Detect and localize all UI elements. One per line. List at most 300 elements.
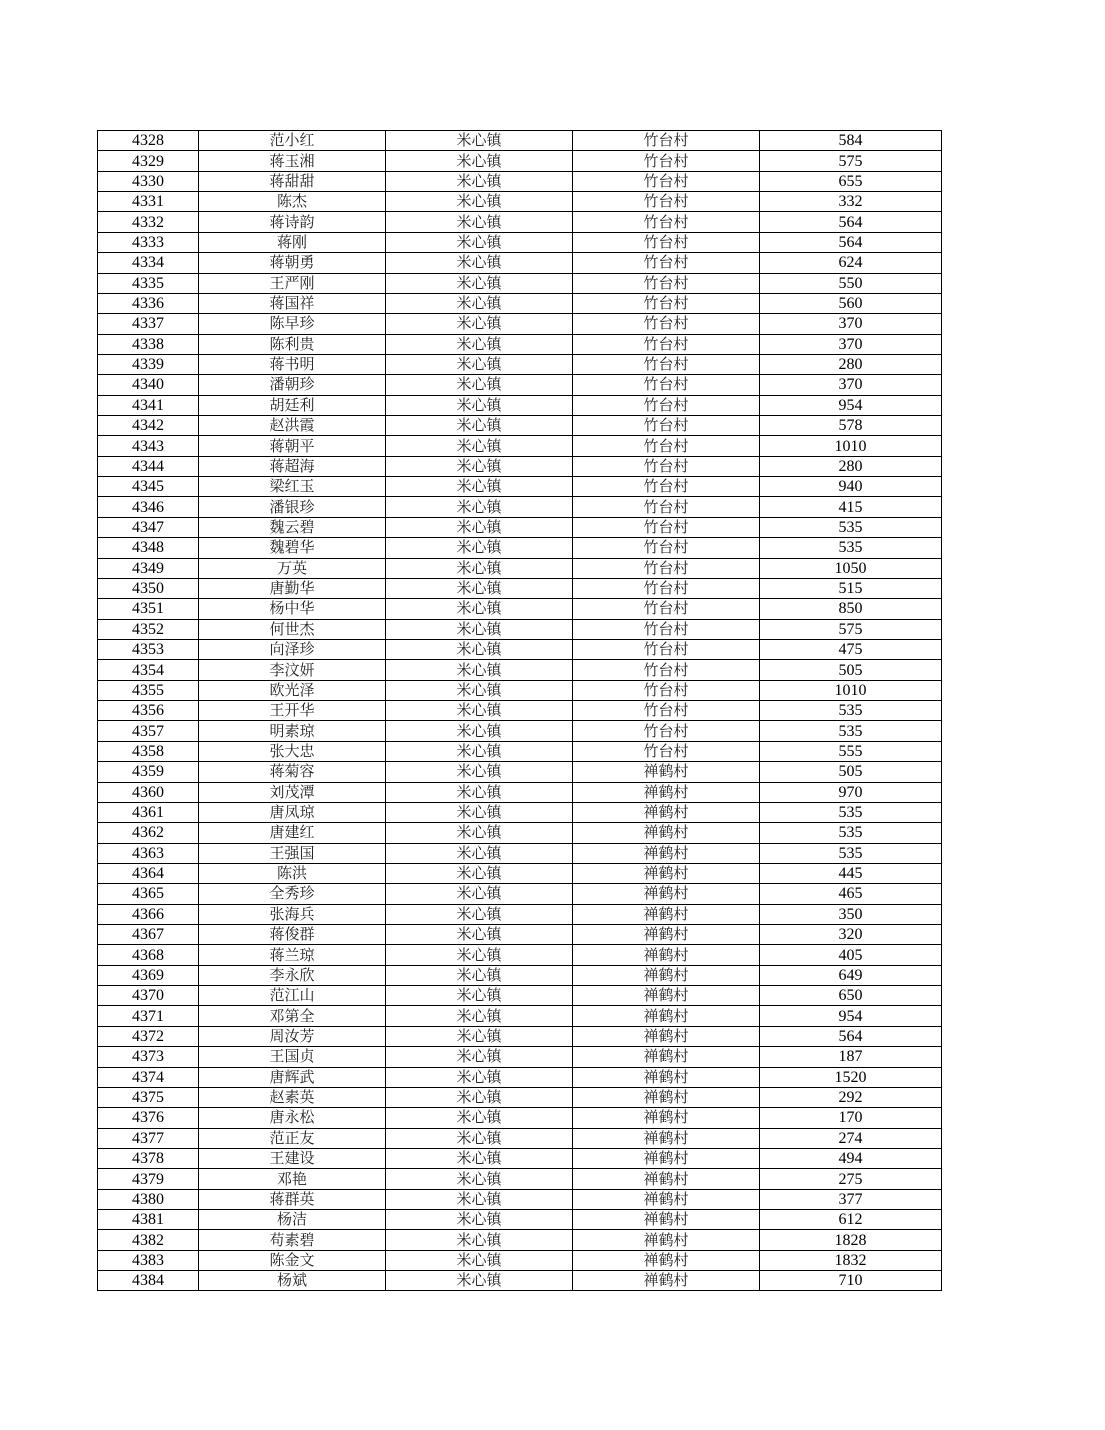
table-row: [98, 619, 942, 639]
amount-cell: 292: [760, 1087, 942, 1107]
amount-cell: 555: [760, 741, 942, 761]
village-cell: 禅鹤村: [573, 884, 760, 904]
village-cell: 禅鹤村: [573, 1250, 760, 1270]
name-cell: 唐永松: [199, 1108, 386, 1128]
amount-cell: 320: [760, 925, 942, 945]
table-row: [98, 436, 942, 456]
town-cell: 米心镇: [386, 171, 573, 191]
table-row: [98, 823, 942, 843]
row-number-cell: 4349: [98, 558, 199, 578]
amount-cell: 1010: [760, 680, 942, 700]
village-cell: 禅鹤村: [573, 863, 760, 883]
row-number-cell: 4339: [98, 354, 199, 374]
village-cell: 竹台村: [573, 680, 760, 700]
row-number-cell: 4376: [98, 1108, 199, 1128]
village-cell: 禅鹤村: [573, 1006, 760, 1026]
village-cell: 禅鹤村: [573, 1169, 760, 1189]
name-cell: 李永欣: [199, 965, 386, 985]
name-cell: 杨洁: [199, 1210, 386, 1230]
town-cell: 米心镇: [386, 314, 573, 334]
town-cell: 米心镇: [386, 1047, 573, 1067]
row-number-cell: 4368: [98, 945, 199, 965]
row-number-cell: 4359: [98, 762, 199, 782]
row-number-cell: 4364: [98, 863, 199, 883]
amount-cell: 564: [760, 212, 942, 232]
town-cell: 米心镇: [386, 925, 573, 945]
row-number-cell: 4375: [98, 1087, 199, 1107]
town-cell: 米心镇: [386, 1108, 573, 1128]
town-cell: 米心镇: [386, 558, 573, 578]
village-cell: 竹台村: [573, 517, 760, 537]
table-row: [98, 1047, 942, 1067]
name-cell: 蒋俊群: [199, 925, 386, 945]
name-cell: 陈金文: [199, 1250, 386, 1270]
town-cell: 米心镇: [386, 863, 573, 883]
name-cell: 陈利贵: [199, 334, 386, 354]
table-row: [98, 782, 942, 802]
table-row: [98, 925, 942, 945]
amount-cell: 612: [760, 1210, 942, 1230]
name-cell: 向泽珍: [199, 639, 386, 659]
town-cell: 米心镇: [386, 538, 573, 558]
table-row: [98, 293, 942, 313]
amount-cell: 584: [760, 131, 942, 151]
amount-cell: 940: [760, 477, 942, 497]
town-cell: 米心镇: [386, 599, 573, 619]
amount-cell: 535: [760, 802, 942, 822]
town-cell: 米心镇: [386, 253, 573, 273]
village-cell: 竹台村: [573, 314, 760, 334]
town-cell: 米心镇: [386, 456, 573, 476]
name-cell: 蒋菊容: [199, 762, 386, 782]
name-cell: 欧光泽: [199, 680, 386, 700]
name-cell: 蒋兰琼: [199, 945, 386, 965]
table-row: [98, 639, 942, 659]
row-number-cell: 4374: [98, 1067, 199, 1087]
village-cell: 竹台村: [573, 558, 760, 578]
table-row: [98, 538, 942, 558]
amount-cell: 649: [760, 965, 942, 985]
village-cell: 竹台村: [573, 701, 760, 721]
table-row: [98, 701, 942, 721]
table-row: [98, 232, 942, 252]
town-cell: 米心镇: [386, 1169, 573, 1189]
village-cell: 禅鹤村: [573, 1128, 760, 1148]
village-cell: 禅鹤村: [573, 965, 760, 985]
town-cell: 米心镇: [386, 131, 573, 151]
village-cell: 禅鹤村: [573, 1047, 760, 1067]
village-cell: 竹台村: [573, 619, 760, 639]
table-row: [98, 904, 942, 924]
table-row: [98, 986, 942, 1006]
village-cell: 竹台村: [573, 171, 760, 191]
town-cell: 米心镇: [386, 741, 573, 761]
name-cell: 唐建红: [199, 823, 386, 843]
village-cell: 禅鹤村: [573, 1067, 760, 1087]
row-number-cell: 4370: [98, 986, 199, 1006]
row-number-cell: 4341: [98, 395, 199, 415]
table-row: [98, 212, 942, 232]
town-cell: 米心镇: [386, 802, 573, 822]
village-cell: 禅鹤村: [573, 762, 760, 782]
table-row: [98, 1006, 942, 1026]
row-number-cell: 4361: [98, 802, 199, 822]
table-row: [98, 517, 942, 537]
table-row: [98, 741, 942, 761]
amount-cell: 710: [760, 1271, 942, 1291]
village-cell: 禅鹤村: [573, 1108, 760, 1128]
amount-cell: 850: [760, 599, 942, 619]
town-cell: 米心镇: [386, 965, 573, 985]
village-cell: 禅鹤村: [573, 823, 760, 843]
row-number-cell: 4382: [98, 1230, 199, 1250]
table-row: [98, 1067, 942, 1087]
amount-cell: 564: [760, 1026, 942, 1046]
table-row: [98, 843, 942, 863]
table-body: [98, 131, 942, 1291]
amount-cell: 575: [760, 151, 942, 171]
name-cell: 何世杰: [199, 619, 386, 639]
town-cell: 米心镇: [386, 232, 573, 252]
name-cell: 王强国: [199, 843, 386, 863]
village-cell: 禅鹤村: [573, 986, 760, 1006]
row-number-cell: 4357: [98, 721, 199, 741]
amount-cell: 1050: [760, 558, 942, 578]
table-row: [98, 354, 942, 374]
town-cell: 米心镇: [386, 1148, 573, 1168]
name-cell: 陈洪: [199, 863, 386, 883]
table-row: [98, 1210, 942, 1230]
town-cell: 米心镇: [386, 701, 573, 721]
name-cell: 邓第全: [199, 1006, 386, 1026]
amount-cell: 650: [760, 986, 942, 1006]
amount-cell: 505: [760, 762, 942, 782]
table-row: [98, 334, 942, 354]
name-cell: 胡廷利: [199, 395, 386, 415]
row-number-cell: 4383: [98, 1250, 199, 1270]
amount-cell: 560: [760, 293, 942, 313]
table-row: [98, 192, 942, 212]
name-cell: 蒋群英: [199, 1189, 386, 1209]
village-cell: 竹台村: [573, 436, 760, 456]
village-cell: 禅鹤村: [573, 945, 760, 965]
row-number-cell: 4331: [98, 192, 199, 212]
table-row: [98, 965, 942, 985]
row-number-cell: 4334: [98, 253, 199, 273]
table-row: [98, 477, 942, 497]
row-number-cell: 4367: [98, 925, 199, 945]
row-number-cell: 4344: [98, 456, 199, 476]
name-cell: 蒋书明: [199, 354, 386, 374]
town-cell: 米心镇: [386, 639, 573, 659]
name-cell: 蒋朝勇: [199, 253, 386, 273]
row-number-cell: 4371: [98, 1006, 199, 1026]
amount-cell: 550: [760, 273, 942, 293]
village-cell: 禅鹤村: [573, 1230, 760, 1250]
name-cell: 杨斌: [199, 1271, 386, 1291]
table-row: [98, 1087, 942, 1107]
town-cell: 米心镇: [386, 1210, 573, 1230]
name-cell: 唐凤琼: [199, 802, 386, 822]
row-number-cell: 4378: [98, 1148, 199, 1168]
table-row: [98, 1250, 942, 1270]
table-row: [98, 1128, 942, 1148]
table-row: [98, 253, 942, 273]
row-number-cell: 4350: [98, 578, 199, 598]
row-number-cell: 4353: [98, 639, 199, 659]
name-cell: 王国贞: [199, 1047, 386, 1067]
table-row: [98, 721, 942, 741]
amount-cell: 332: [760, 192, 942, 212]
amount-cell: 377: [760, 1189, 942, 1209]
town-cell: 米心镇: [386, 619, 573, 639]
village-cell: 禅鹤村: [573, 1189, 760, 1209]
row-number-cell: 4362: [98, 823, 199, 843]
town-cell: 米心镇: [386, 782, 573, 802]
amount-cell: 954: [760, 395, 942, 415]
amount-cell: 970: [760, 782, 942, 802]
name-cell: 李汶妍: [199, 660, 386, 680]
village-cell: 竹台村: [573, 538, 760, 558]
row-number-cell: 4346: [98, 497, 199, 517]
name-cell: 潘朝珍: [199, 375, 386, 395]
town-cell: 米心镇: [386, 1087, 573, 1107]
village-cell: 竹台村: [573, 416, 760, 436]
village-cell: 竹台村: [573, 273, 760, 293]
name-cell: 陈早珍: [199, 314, 386, 334]
amount-cell: 655: [760, 171, 942, 191]
name-cell: 蒋刚: [199, 232, 386, 252]
village-cell: 禅鹤村: [573, 1087, 760, 1107]
data-table: [97, 130, 942, 1291]
town-cell: 米心镇: [386, 1189, 573, 1209]
town-cell: 米心镇: [386, 1230, 573, 1250]
village-cell: 竹台村: [573, 334, 760, 354]
row-number-cell: 4337: [98, 314, 199, 334]
village-cell: 竹台村: [573, 578, 760, 598]
row-number-cell: 4338: [98, 334, 199, 354]
village-cell: 禅鹤村: [573, 1148, 760, 1168]
row-number-cell: 4340: [98, 375, 199, 395]
name-cell: 杨中华: [199, 599, 386, 619]
amount-cell: 280: [760, 354, 942, 374]
village-cell: 竹台村: [573, 375, 760, 395]
amount-cell: 275: [760, 1169, 942, 1189]
town-cell: 米心镇: [386, 517, 573, 537]
name-cell: 魏云碧: [199, 517, 386, 537]
table-row: [98, 1026, 942, 1046]
table-row: [98, 1108, 942, 1128]
name-cell: 王严刚: [199, 273, 386, 293]
name-cell: 邓艳: [199, 1169, 386, 1189]
name-cell: 魏碧华: [199, 538, 386, 558]
name-cell: 陈杰: [199, 192, 386, 212]
name-cell: 王建设: [199, 1148, 386, 1168]
town-cell: 米心镇: [386, 354, 573, 374]
town-cell: 米心镇: [386, 884, 573, 904]
table-row: [98, 456, 942, 476]
row-number-cell: 4366: [98, 904, 199, 924]
village-cell: 竹台村: [573, 293, 760, 313]
village-cell: 禅鹤村: [573, 1210, 760, 1230]
amount-cell: 1828: [760, 1230, 942, 1250]
row-number-cell: 4372: [98, 1026, 199, 1046]
town-cell: 米心镇: [386, 1250, 573, 1270]
amount-cell: 350: [760, 904, 942, 924]
amount-cell: 515: [760, 578, 942, 598]
amount-cell: 535: [760, 721, 942, 741]
row-number-cell: 4379: [98, 1169, 199, 1189]
table-row: [98, 314, 942, 334]
name-cell: 赵素英: [199, 1087, 386, 1107]
amount-cell: 187: [760, 1047, 942, 1067]
table-row: [98, 680, 942, 700]
town-cell: 米心镇: [386, 823, 573, 843]
row-number-cell: 4377: [98, 1128, 199, 1148]
row-number-cell: 4345: [98, 477, 199, 497]
town-cell: 米心镇: [386, 436, 573, 456]
name-cell: 蒋朝平: [199, 436, 386, 456]
amount-cell: 578: [760, 416, 942, 436]
town-cell: 米心镇: [386, 151, 573, 171]
name-cell: 唐辉武: [199, 1067, 386, 1087]
amount-cell: 280: [760, 456, 942, 476]
table-row: [98, 802, 942, 822]
row-number-cell: 4329: [98, 151, 199, 171]
village-cell: 禅鹤村: [573, 843, 760, 863]
row-number-cell: 4347: [98, 517, 199, 537]
village-cell: 禅鹤村: [573, 782, 760, 802]
name-cell: 梁红玉: [199, 477, 386, 497]
village-cell: 禅鹤村: [573, 1026, 760, 1046]
name-cell: 苟素碧: [199, 1230, 386, 1250]
row-number-cell: 4384: [98, 1271, 199, 1291]
village-cell: 竹台村: [573, 639, 760, 659]
row-number-cell: 4380: [98, 1189, 199, 1209]
row-number-cell: 4343: [98, 436, 199, 456]
name-cell: 范正友: [199, 1128, 386, 1148]
town-cell: 米心镇: [386, 904, 573, 924]
village-cell: 竹台村: [573, 497, 760, 517]
village-cell: 禅鹤村: [573, 925, 760, 945]
town-cell: 米心镇: [386, 721, 573, 741]
amount-cell: 535: [760, 538, 942, 558]
amount-cell: 535: [760, 823, 942, 843]
row-number-cell: 4335: [98, 273, 199, 293]
table-row: [98, 1230, 942, 1250]
village-cell: 竹台村: [573, 192, 760, 212]
village-cell: 竹台村: [573, 456, 760, 476]
town-cell: 米心镇: [386, 334, 573, 354]
name-cell: 明素琼: [199, 721, 386, 741]
table-row: [98, 762, 942, 782]
town-cell: 米心镇: [386, 395, 573, 415]
town-cell: 米心镇: [386, 375, 573, 395]
village-cell: 竹台村: [573, 741, 760, 761]
village-cell: 竹台村: [573, 477, 760, 497]
table-row: [98, 416, 942, 436]
village-cell: 竹台村: [573, 131, 760, 151]
name-cell: 蒋国祥: [199, 293, 386, 313]
name-cell: 张海兵: [199, 904, 386, 924]
amount-cell: 405: [760, 945, 942, 965]
table-row: [98, 171, 942, 191]
table-row: [98, 1271, 942, 1291]
name-cell: 范小红: [199, 131, 386, 151]
row-number-cell: 4360: [98, 782, 199, 802]
row-number-cell: 4328: [98, 131, 199, 151]
row-number-cell: 4352: [98, 619, 199, 639]
table-row: [98, 1169, 942, 1189]
name-cell: 蒋甜甜: [199, 171, 386, 191]
row-number-cell: 4332: [98, 212, 199, 232]
amount-cell: 170: [760, 1108, 942, 1128]
amount-cell: 415: [760, 497, 942, 517]
row-number-cell: 4358: [98, 741, 199, 761]
table-row: [98, 375, 942, 395]
name-cell: 蒋诗韵: [199, 212, 386, 232]
row-number-cell: 4348: [98, 538, 199, 558]
village-cell: 竹台村: [573, 151, 760, 171]
town-cell: 米心镇: [386, 1128, 573, 1148]
town-cell: 米心镇: [386, 680, 573, 700]
name-cell: 唐勤华: [199, 578, 386, 598]
town-cell: 米心镇: [386, 293, 573, 313]
table-row: [98, 131, 942, 151]
row-number-cell: 4365: [98, 884, 199, 904]
row-number-cell: 4363: [98, 843, 199, 863]
town-cell: 米心镇: [386, 497, 573, 517]
amount-cell: 535: [760, 517, 942, 537]
row-number-cell: 4330: [98, 171, 199, 191]
name-cell: 范江山: [199, 986, 386, 1006]
village-cell: 禅鹤村: [573, 904, 760, 924]
village-cell: 竹台村: [573, 212, 760, 232]
row-number-cell: 4351: [98, 599, 199, 619]
amount-cell: 445: [760, 863, 942, 883]
row-number-cell: 4355: [98, 680, 199, 700]
name-cell: 刘茂潭: [199, 782, 386, 802]
village-cell: 禅鹤村: [573, 1271, 760, 1291]
name-cell: 潘银珍: [199, 497, 386, 517]
row-number-cell: 4381: [98, 1210, 199, 1230]
village-cell: 竹台村: [573, 395, 760, 415]
table-row: [98, 578, 942, 598]
name-cell: 赵洪霞: [199, 416, 386, 436]
table-row: [98, 395, 942, 415]
table-row: [98, 599, 942, 619]
name-cell: 全秀珍: [199, 884, 386, 904]
name-cell: 周汝芳: [199, 1026, 386, 1046]
table-row: [98, 1189, 942, 1209]
village-cell: 竹台村: [573, 253, 760, 273]
amount-cell: 494: [760, 1148, 942, 1168]
town-cell: 米心镇: [386, 660, 573, 680]
town-cell: 米心镇: [386, 416, 573, 436]
name-cell: 王开华: [199, 701, 386, 721]
amount-cell: 1520: [760, 1067, 942, 1087]
town-cell: 米心镇: [386, 1067, 573, 1087]
row-number-cell: 4356: [98, 701, 199, 721]
row-number-cell: 4342: [98, 416, 199, 436]
table-row: [98, 273, 942, 293]
row-number-cell: 4354: [98, 660, 199, 680]
name-cell: 蒋超海: [199, 456, 386, 476]
town-cell: 米心镇: [386, 1271, 573, 1291]
table-row: [98, 151, 942, 171]
name-cell: 万英: [199, 558, 386, 578]
town-cell: 米心镇: [386, 192, 573, 212]
